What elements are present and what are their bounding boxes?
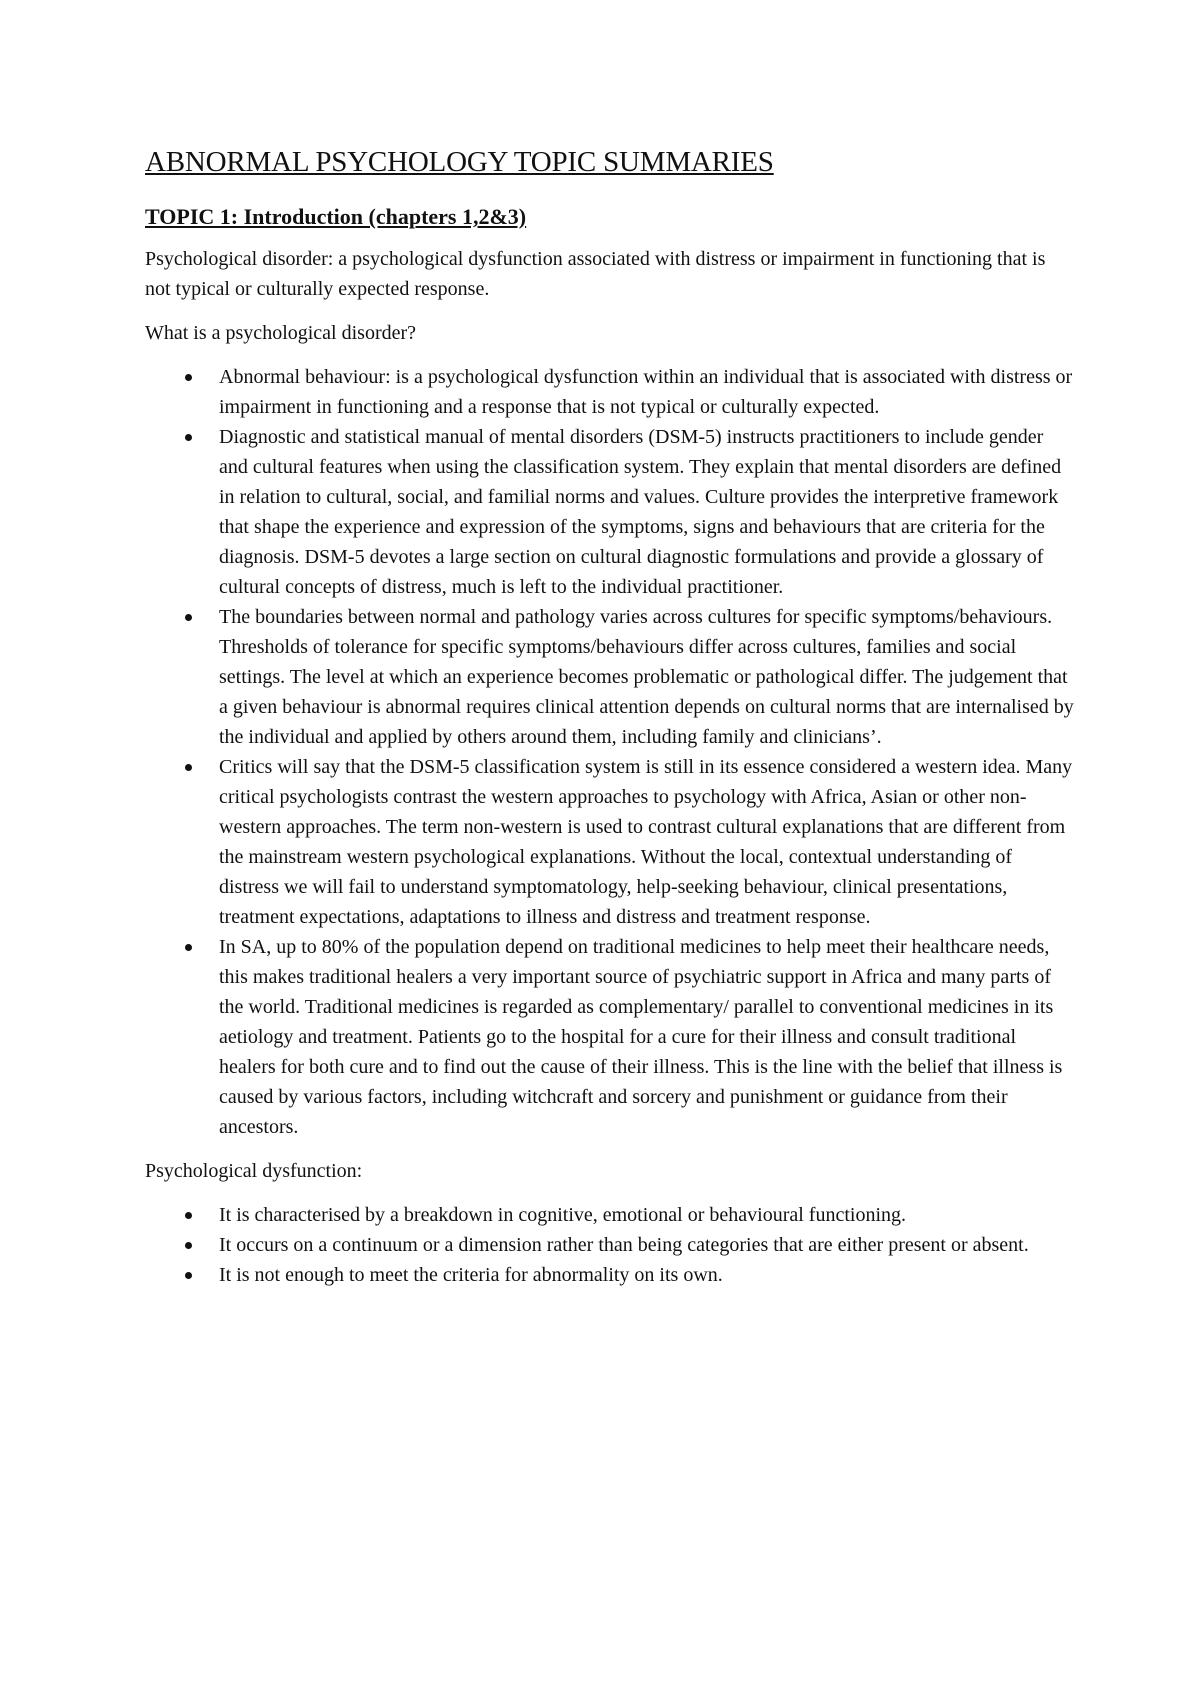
bullet-icon bbox=[185, 764, 192, 771]
bullet-icon bbox=[185, 944, 192, 951]
document-page bbox=[145, 140, 1075, 1304]
list-item bbox=[145, 422, 1075, 602]
list-item-text: Critics will say that the DSM-5 classification system is still in its essence considered a western idea. Many critical psychologists contrast the western approaches to psychology with Africa, Asian or other non-western approaches. The term non-western is used to contrast cultural explanations that are different from the mainstream western psychological explanations. Without the local, contextual understanding of distress we will fail to understand symptomatology, help-seeking behaviour, clinical presentations, treatment expectations, adaptations to illness and distress and treatment response. bbox=[219, 756, 1073, 928]
list-item bbox=[145, 602, 1075, 752]
list-item-text: The boundaries between normal and pathology varies across cultures for specific symptoms/behaviours. Thresholds of tolerance for specific symptoms/behaviours differ across cultures, families and social settings. The level at which an experience becomes problematic or pathological differ. The judgement that a given behaviour is abnormal requires clinical attention depends on cultural norms that are internalised by the individual and applied by others around them, including family and clinicians’. bbox=[219, 606, 1074, 748]
bullet-icon bbox=[185, 614, 192, 621]
list-item-text: Diagnostic and statistical manual of mental disorders (DSM-5) instructs practitioners to include gender and cultural features when using the classification system. They explain that mental disorders are defined in relation to cultural, social, and familial norms and values. Culture provides the interpretive framework that shape the experience and expression of the symptoms, signs and behaviours that are criteria for the diagnosis. DSM-5 devotes a large section on cultural diagnostic formulations and provide a glossary of cultural concepts of distress, much is left to the individual practitioner. bbox=[219, 426, 1062, 598]
bullet-icon bbox=[185, 374, 192, 381]
topic-heading: TOPIC 1: Introduction (chapters 1,2&3) bbox=[145, 204, 527, 229]
bullet-icon bbox=[185, 1272, 192, 1279]
disorder-bullet-list bbox=[145, 362, 1075, 1142]
list-item bbox=[145, 1230, 1075, 1260]
bullet-icon bbox=[185, 434, 192, 441]
definition-paragraph: Psychological disorder: a psychological dysfunction associated with distress or impairment in functioning that is not typical or culturally expected response. bbox=[145, 248, 1046, 300]
bullet-icon bbox=[185, 1242, 192, 1249]
list-item-text: It is not enough to meet the criteria for abnormality on its own. bbox=[219, 1264, 723, 1286]
dysfunction-heading: Psychological dysfunction: bbox=[145, 1160, 363, 1182]
bullet-icon bbox=[185, 1212, 192, 1219]
list-item bbox=[145, 362, 1075, 422]
question-paragraph: What is a psychological disorder? bbox=[145, 322, 417, 344]
list-item bbox=[145, 932, 1075, 1142]
list-item-text: Abnormal behaviour: is a psychological dysfunction within an individual that is associated with distress or impairment in functioning and a response that is not typical or culturally expected. bbox=[219, 366, 1073, 418]
dysfunction-bullet-list bbox=[145, 1200, 1075, 1290]
list-item-text: It occurs on a continuum or a dimension rather than being categories that are either present or absent. bbox=[219, 1234, 1029, 1256]
list-item-text: It is characterised by a breakdown in cognitive, emotional or behavioural functioning. bbox=[219, 1204, 907, 1226]
list-item bbox=[145, 752, 1075, 932]
list-item-text: In SA, up to 80% of the population depend on traditional medicines to help meet their healthcare needs, this makes traditional healers a very important source of psychiatric support in Africa and many parts of the world. Traditional medicines is regarded as complementary/ parallel to conventional medicines in its aetiology and treatment. Patients go to the hospital for a cure for their illness and consult traditional healers for both cure and to find out the cause of their illness. This is the line with the belief that illness is caused by various factors, including witchcraft and sorcery and punishment or guidance from their ancestors. bbox=[219, 936, 1063, 1138]
document-title: ABNORMAL PSYCHOLOGY TOPIC SUMMARIES bbox=[145, 146, 774, 178]
list-item bbox=[145, 1260, 1075, 1290]
list-item bbox=[145, 1200, 1075, 1230]
